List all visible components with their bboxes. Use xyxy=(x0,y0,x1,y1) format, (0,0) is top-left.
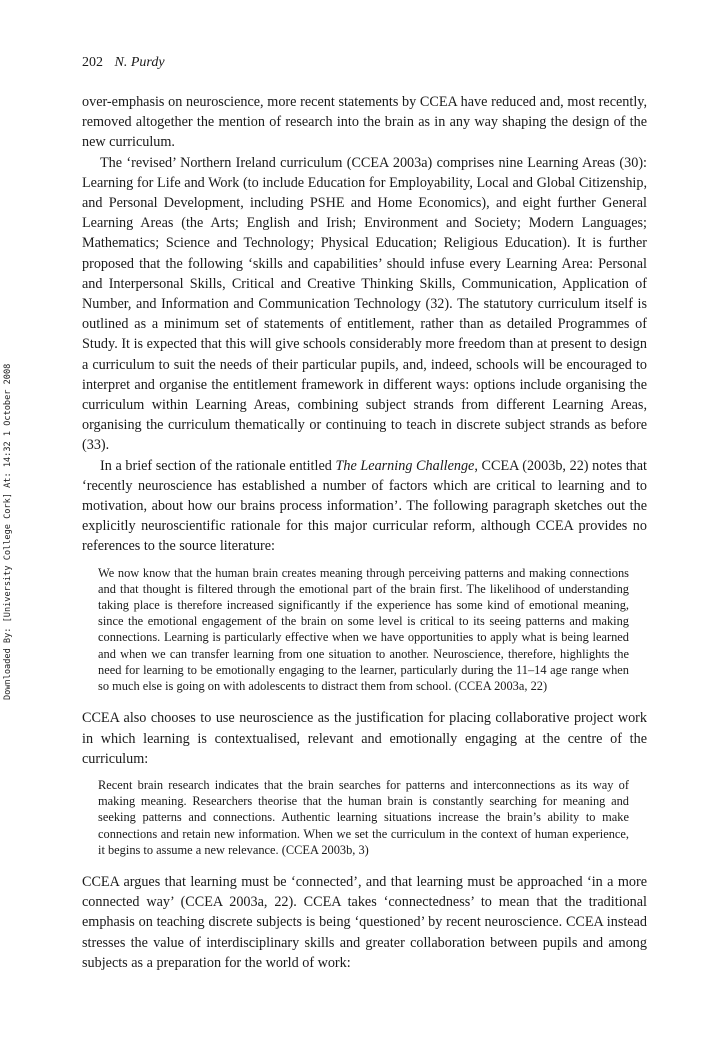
paragraph-text-start: In a brief section of the rationale entitled xyxy=(100,457,336,474)
article-body xyxy=(82,92,647,973)
block-quote-1 xyxy=(98,565,629,695)
paragraph-curriculum: The ‘revised’ Northern Ireland curriculum (CCEA 2003a) comprises nine Learning Areas (30): Learning for Life and Work (to include Education for Employability, Local and Global Citizenship, and Personal Development, including PSHE and Home Economics), and eight further General Learning Areas (the Arts; English and Irish; Environment and Society; Modern Languages; Mathematics; Science and Technology; Physical Education; Religious Education). It is further proposed that the following ‘skills and capabilities’ should infuse every Learning Area: Personal and Interpersonal Skills, Critical and Creative Thinking Skills, Communication, Application of Number, and Information and Communication Technology (32). The statutory curriculum itself is outlined as a minimum set of statements of entitlement, rather than as detailed Programmes of Study. It is expected that this will give schools considerably more freedom than at present to design a curriculum to suit the needs of their particular pupils, and, indeed, schools will be encouraged to interpret and organise the entitlement framework in different ways: options include organising the curriculum within Learning Areas, combining subject strands from different Learning Areas, organising the curriculum thematically or continuing to teach in discrete subject strands as before (33). xyxy=(82,154,647,454)
paragraph-learning-challenge xyxy=(82,456,647,557)
running-head-author: N. Purdy xyxy=(114,55,165,70)
page-number: 202 xyxy=(82,55,103,70)
paragraph-continued: over-emphasis on neuroscience, more recent statements by CCEA have reduced and, most recently, removed altogether the mention of research into the brain as in any way shaping the design of the new curriculum. xyxy=(82,94,647,151)
paragraph-text-end: , CCEA (2003b, 22) notes that ‘recently neuroscience has established a number of factors which are critical to learning and to motivation, about how our brains process information’. The following paragraph sketches out the explicitly neuroscientific rationale for this major curricular reform, although CCEA provides no references to the source literature: xyxy=(82,457,647,555)
block-quote-2 xyxy=(98,777,629,858)
block-quote-1-text: We now know that the human brain creates meaning through perceiving patterns and making connections and that thought is filtered through the emotional part of the brain first. The likelihood of understanding taking place is therefore increased significantly if the experience has some kind of emotional meaning, since the emotional engagement of the brain on some level is critical to its seeing patterns and making connections. Learning is particularly effective when we have opportunities to apply what is being learned and when we can transfer learning from one situation to another. Neuroscience, therefore, highlights the need for learning to be emotionally engaging to the learner, particularly during the 11–14 age range when so much else is going on with adolescents to distract them from school. (CCEA 2003a, 22) xyxy=(98,565,629,694)
paragraph-collaborative: CCEA also chooses to use neuroscience as the justification for placing collaborative project work in which learning is contextualised, relevant and emotionally engaging at the centre of the curriculum: xyxy=(82,710,647,767)
paragraph-connected: CCEA argues that learning must be ‘connected’, and that learning must be approached ‘in a more connected way’ (CCEA 2003a, 22). CCEA takes ‘connectedness’ to mean that the traditional emphasis on teaching discrete subjects is being ‘questioned’ by recent neuroscience. CCEA instead stresses the value of interdisciplinary skills and greater collaboration between pupils and among subjects as a preparation for the world of work: xyxy=(82,873,647,971)
document-title-italic: The Learning Challenge xyxy=(335,457,475,474)
running-head xyxy=(82,54,165,72)
block-quote-2-text: Recent brain research indicates that the brain searches for patterns and interconnections as its way of making meaning. Researchers theorise that the human brain is constantly searching for meaning and seeking patterns and connections. Authentic learning situations increase the brain’s ability to make connections and retain new information. When we set the curriculum in the context of human experience, it begins to assume a new relevance. (CCEA 2003b, 3) xyxy=(98,777,629,857)
download-watermark: Downloaded By: [University College Cork] At: 14:32 1 October 2008 xyxy=(3,363,13,700)
